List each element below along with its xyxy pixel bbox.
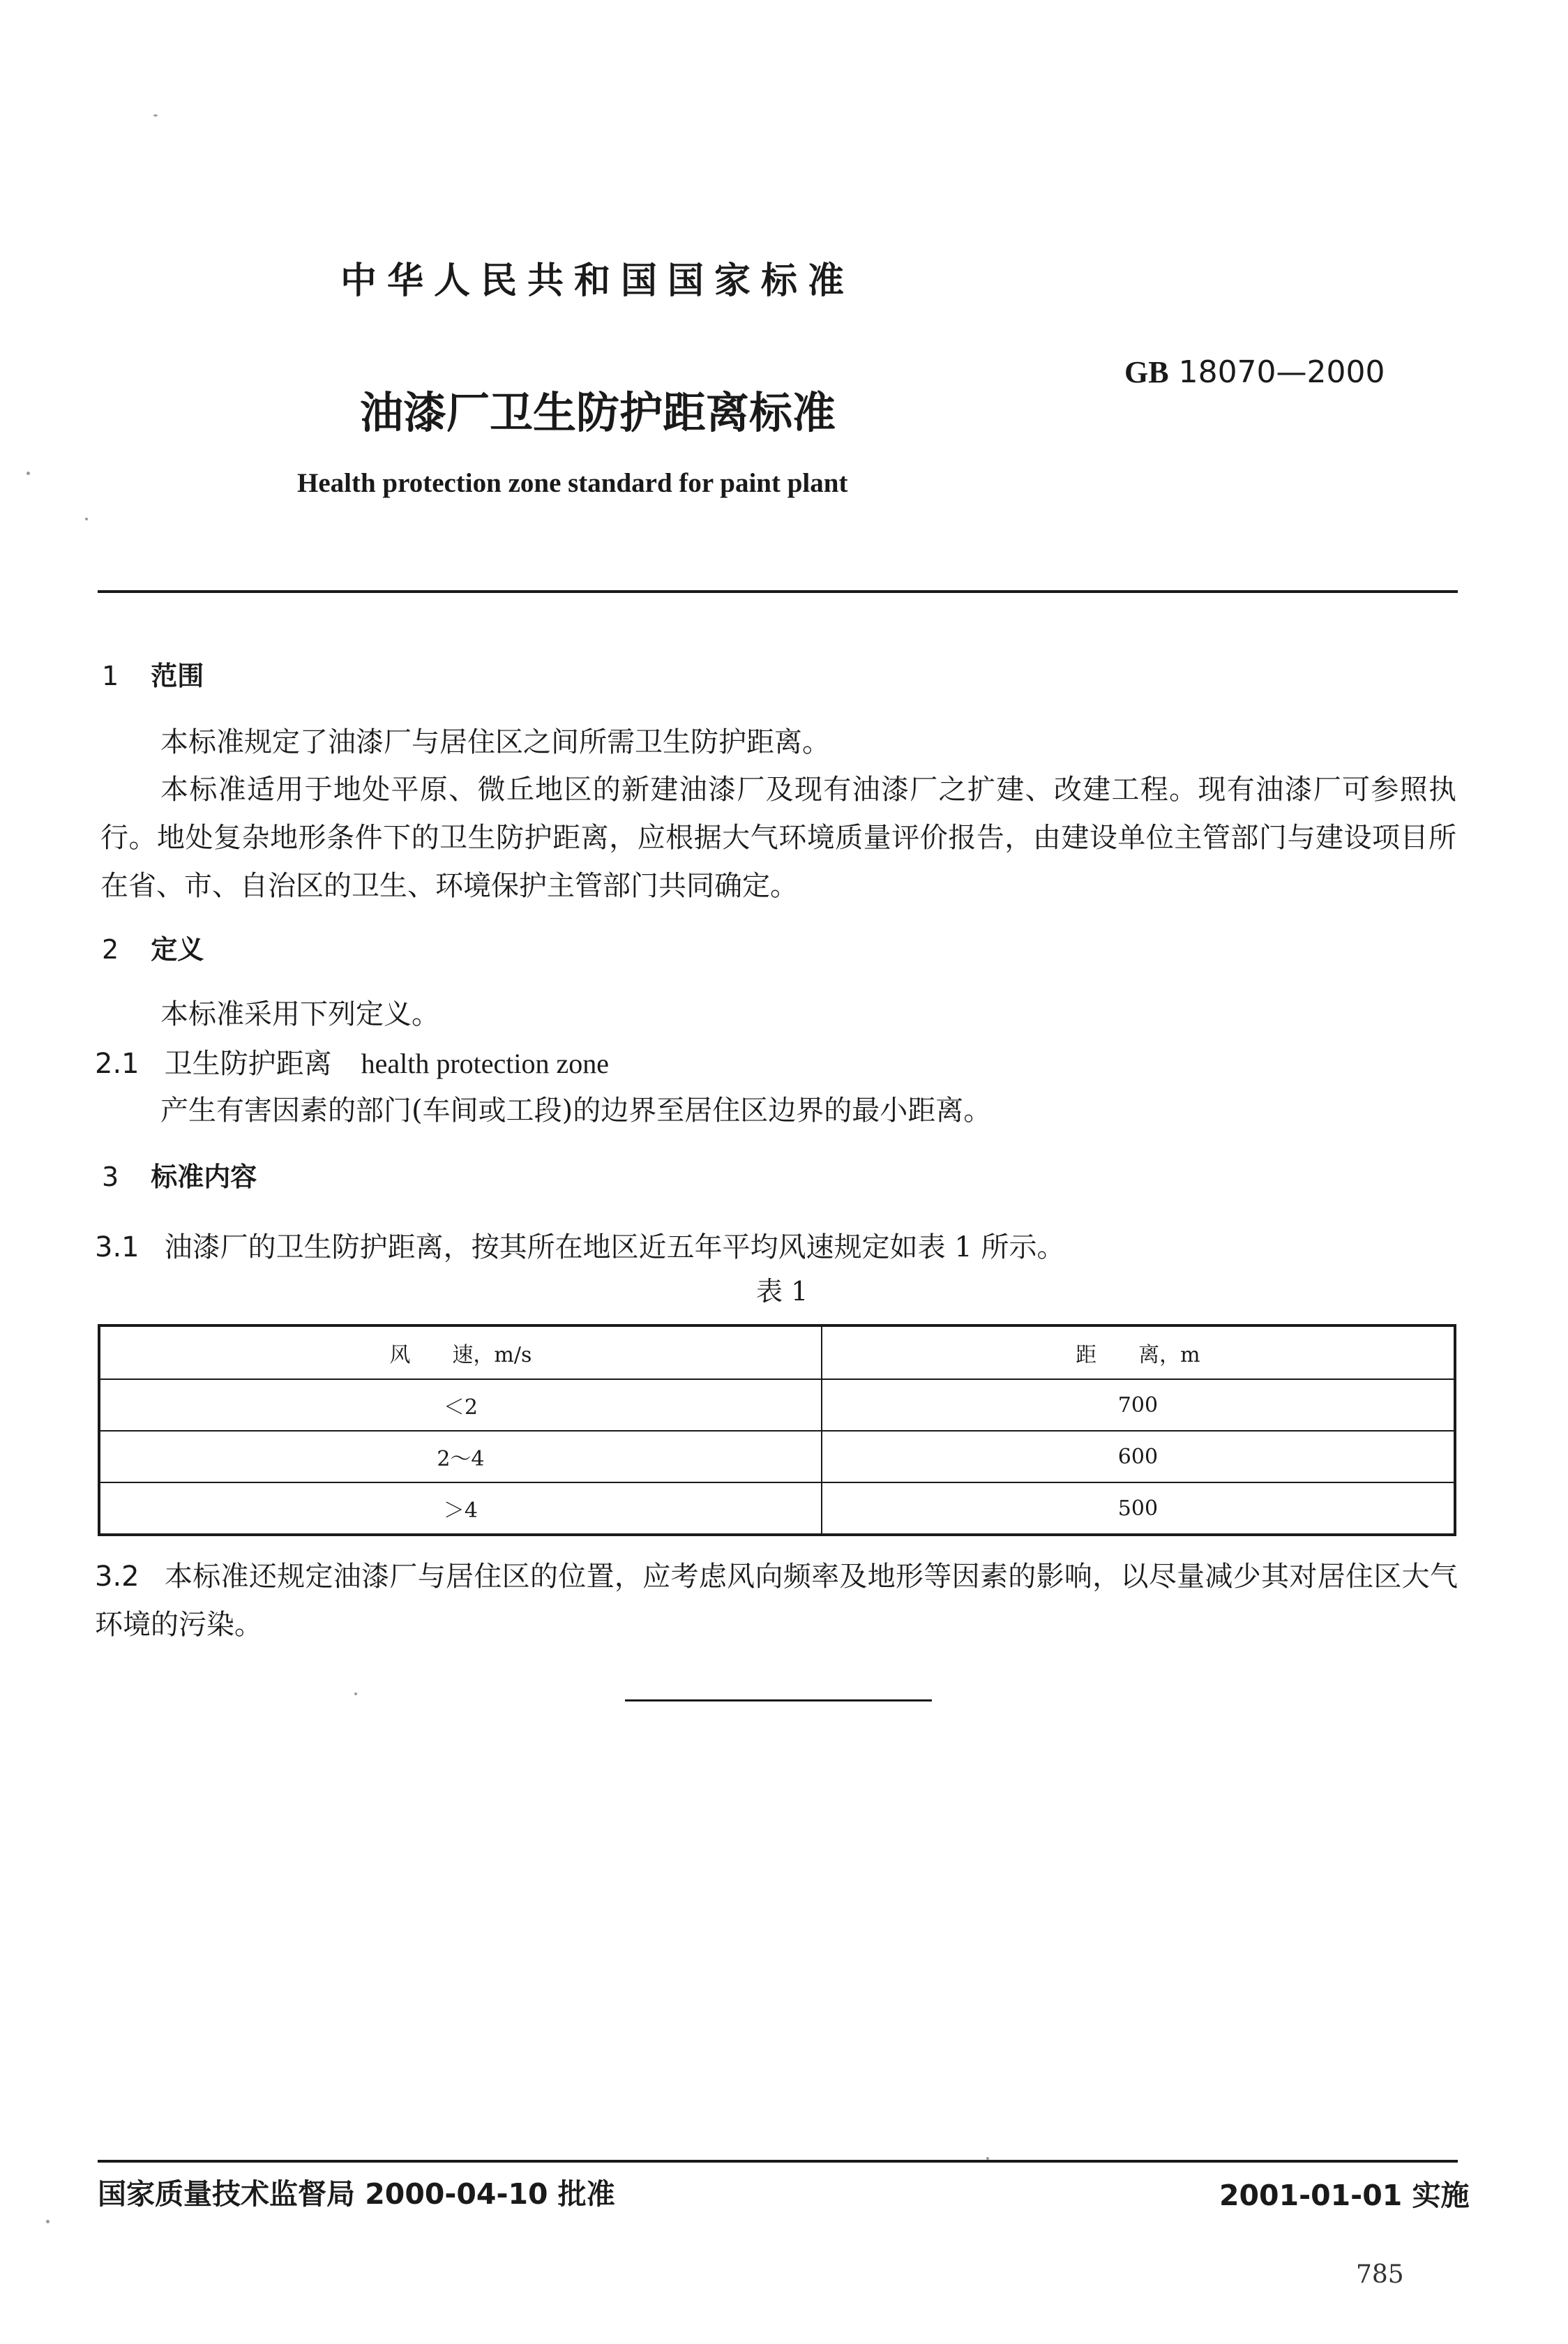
- section-number: 3: [102, 1162, 119, 1192]
- section-heading-definitions: [102, 928, 204, 966]
- paragraph: 本标准规定了油漆厂与居住区之间所需卫生防护距离。: [160, 726, 830, 758]
- table-row: [99, 1431, 1455, 1482]
- scan-speck: [354, 1692, 357, 1695]
- paragraph: 本标准采用下列定义。: [160, 998, 439, 1030]
- scan-speck: [153, 114, 158, 117]
- implementation-date: 2001-01-01 实施: [1219, 2179, 1470, 2212]
- paragraph: 本标准适用于地处平原、微丘地区的新建油漆厂及现有油漆厂之扩建、改建工程。现有油漆厂可参照执行。地处复杂地形条件下的卫生防护距离，应根据大气环境质量评价报告，由建设单位主管部门与建设项目所在省、市、自治区的卫生、环境保护主管部门共同确定。: [100, 774, 1456, 902]
- clause-text: 本标准还规定油漆厂与居住区的位置，应考虑风向频率及地形等因素的影响，以尽量减少其对居住区大气环境的污染。: [95, 1561, 1458, 1641]
- table-header-row: [99, 1325, 1455, 1379]
- issuing-body-title: 中华人民共和国国家标准: [340, 260, 855, 302]
- section-number: 1: [102, 661, 119, 691]
- scan-speck: [986, 2157, 989, 2160]
- table-cell: ＞4: [99, 1482, 822, 1535]
- table-cell: 500: [822, 1482, 1455, 1535]
- clause-text: 油漆厂的卫生防护距离，按其所在地区近五年平均风速规定如表 1 所示。: [164, 1231, 1065, 1263]
- term-entry: [95, 1039, 609, 1088]
- table-row: [99, 1379, 1455, 1431]
- table-cell: ＜2: [99, 1379, 822, 1431]
- table-cell: 2～4: [99, 1431, 822, 1482]
- clause-3-2: [95, 1553, 1458, 1649]
- table-cell: 600: [822, 1431, 1455, 1482]
- section-heading-scope: [102, 654, 204, 693]
- table-caption: 表 1: [756, 1276, 808, 1307]
- clause-number: 2.1: [95, 1048, 140, 1080]
- section-title: 范围: [151, 661, 204, 691]
- scan-speck: [27, 472, 30, 475]
- section-number: 2: [102, 934, 119, 965]
- end-of-text-rule: [625, 1699, 932, 1701]
- column-header-distance: 距 离，m: [822, 1325, 1455, 1379]
- table-cell: 700: [822, 1379, 1455, 1431]
- clause-number: 3.1: [95, 1231, 140, 1263]
- standard-number: 18070—2000: [1178, 354, 1385, 390]
- term-definition: 产生有害因素的部门(车间或工段)的边界至居住区边界的最小距离。: [160, 1095, 992, 1127]
- standard-prefix: GB: [1124, 355, 1169, 389]
- wind-distance-table: [98, 1324, 1456, 1536]
- header-divider: [98, 590, 1458, 593]
- footer-divider: [98, 2160, 1458, 2163]
- scan-speck: [46, 2220, 50, 2223]
- document-title: 油漆厂卫生防护距离标准: [360, 387, 836, 438]
- standard-code: [1124, 354, 1385, 390]
- scan-speck: [85, 518, 88, 520]
- clause-3-1: [95, 1224, 1065, 1272]
- section-title: 定义: [151, 934, 204, 965]
- approval-statement: 国家质量技术监督局 2000-04-10 批准: [98, 2177, 615, 2211]
- page-number: 785: [1356, 2260, 1404, 2289]
- term-chinese: 卫生防护距离: [164, 1048, 332, 1080]
- column-header-wind-speed: 风 速，m/s: [99, 1325, 822, 1379]
- term-english: health protection zone: [361, 1048, 610, 1079]
- section-heading-content: [102, 1155, 257, 1194]
- section-title: 标准内容: [151, 1162, 257, 1192]
- table-row: [99, 1482, 1455, 1535]
- document-title-english: Health protection zone standard for paint plant: [297, 468, 848, 498]
- clause-number: 3.2: [95, 1561, 140, 1593]
